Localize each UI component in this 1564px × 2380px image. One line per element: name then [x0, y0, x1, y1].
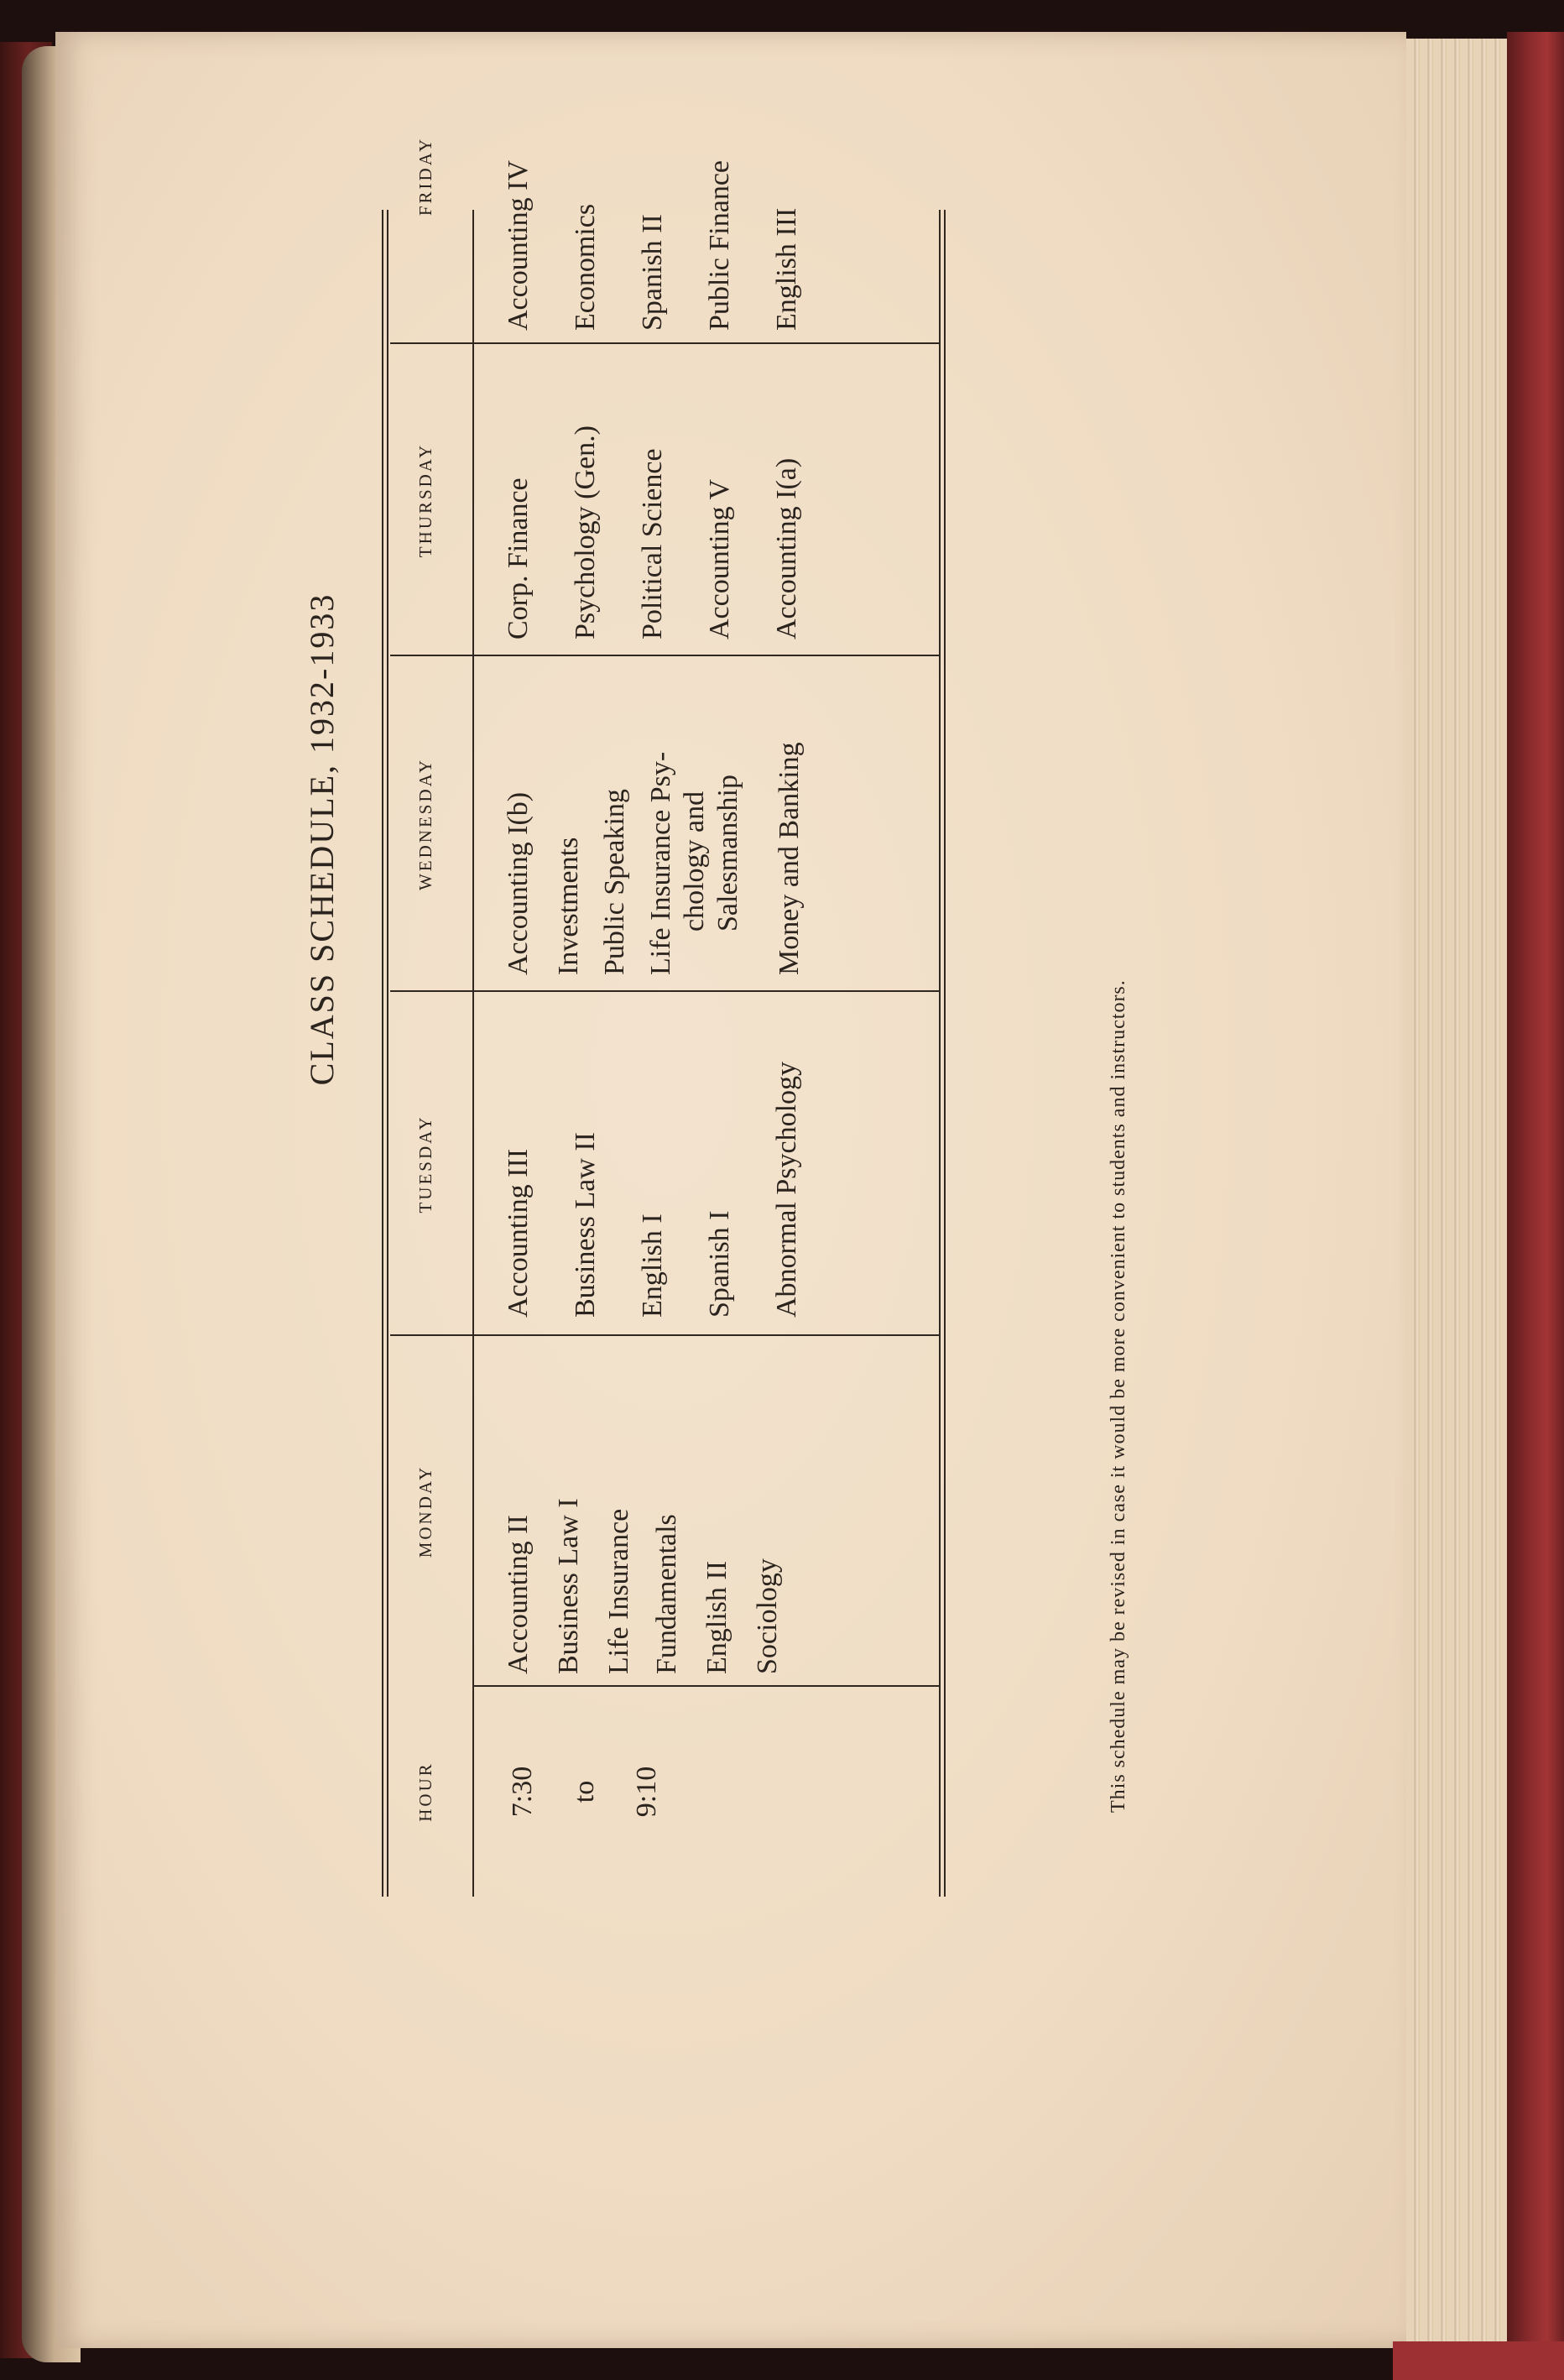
- top-rule-inner: [387, 210, 388, 1897]
- hour-end: 9:10: [631, 1766, 662, 1818]
- col-divider: [472, 1685, 939, 1687]
- tuesday-course: Accounting III: [503, 1148, 534, 1318]
- thursday-course: Psychology (Gen.): [570, 425, 601, 639]
- thursday-course: Corp. Finance: [503, 478, 534, 639]
- wednesday-course: Investments: [553, 837, 584, 975]
- monday-course: English II: [701, 1560, 732, 1674]
- monday-course: Sociology: [752, 1558, 783, 1674]
- schedule-title: CLASS SCHEDULE, 1932-1933: [303, 592, 341, 1086]
- schedule-table: [382, 136, 952, 1897]
- bottom-rule-inner: [944, 210, 946, 1897]
- tuesday-course: Spanish I: [704, 1210, 735, 1318]
- monday-course: Business Law I: [553, 1498, 584, 1674]
- friday-course: Public Finance: [704, 159, 735, 331]
- rotated-schedule: [302, 0, 1309, 1930]
- wednesday-course: Public Speaking: [599, 789, 630, 975]
- tuesday-course: English I: [637, 1213, 668, 1318]
- hour-to: to: [569, 1780, 600, 1803]
- header-tuesday: TUESDAY: [415, 1114, 435, 1213]
- friday-course: Spanish II: [637, 214, 668, 331]
- right-cover: [1507, 32, 1564, 2357]
- monday-course: Accounting II: [503, 1515, 534, 1674]
- thursday-course: Accounting I(a): [771, 457, 802, 639]
- header-wednesday: WEDNESDAY: [415, 757, 435, 891]
- hour-start: 7:30: [507, 1766, 538, 1818]
- thursday-course: Accounting V: [704, 478, 735, 639]
- wednesday-course: Accounting I(b): [503, 791, 534, 975]
- wednesday-course-cont: chology and: [679, 791, 710, 932]
- col-divider: [390, 1334, 939, 1336]
- header-rule: [472, 210, 474, 1897]
- top-rule: [382, 210, 383, 1897]
- thursday-course: Political Science: [637, 448, 668, 639]
- wednesday-course: Life Insurance Psy-: [645, 751, 676, 975]
- header-monday: MONDAY: [415, 1464, 435, 1558]
- monday-course: Life Insurance: [603, 1508, 634, 1674]
- tuesday-course: Abnormal Psychology: [771, 1061, 802, 1318]
- tuesday-course: Business Law II: [570, 1132, 601, 1318]
- wednesday-course-cont: Salesmanship: [712, 775, 743, 932]
- friday-course: Accounting IV: [503, 159, 534, 331]
- col-divider: [390, 990, 939, 992]
- footnote: This schedule may be revised in case it would be more convenient to students and instructors.: [1108, 979, 1129, 1813]
- page-edges: [1406, 39, 1507, 2342]
- header-thursday: THURSDAY: [415, 442, 435, 558]
- col-divider: [390, 655, 939, 656]
- header-friday: FRIDAY: [415, 136, 435, 217]
- friday-course: Economics: [570, 203, 601, 331]
- header-hour: HOUR: [415, 1762, 435, 1822]
- bottom-rule: [939, 210, 941, 1897]
- friday-course: English III: [771, 207, 802, 331]
- wednesday-course: Money and Banking: [774, 742, 805, 975]
- col-divider: [390, 342, 939, 344]
- bottom-cover: [1393, 2341, 1564, 2380]
- monday-course: Fundamentals: [651, 1514, 682, 1674]
